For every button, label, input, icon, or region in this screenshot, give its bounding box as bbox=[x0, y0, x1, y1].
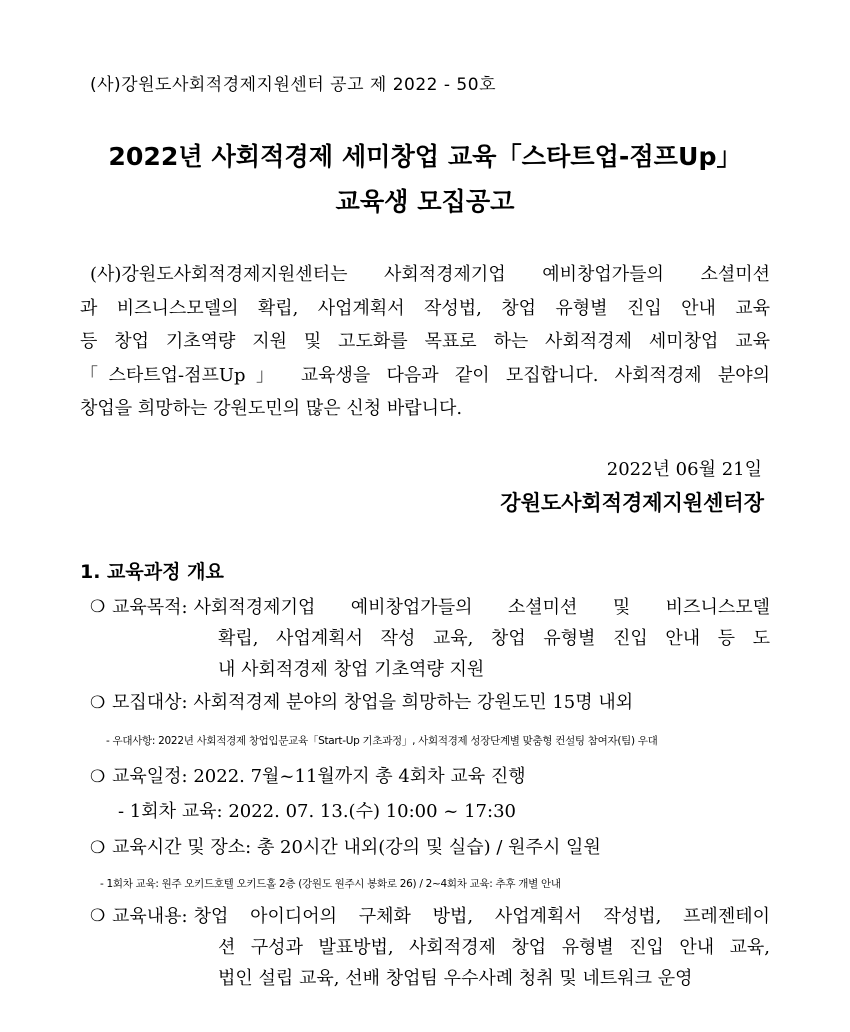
intro-line-1: (사)강원도사회적경제지원센터는 사회적경제기업 예비창업가들의 소셜미션 bbox=[90, 264, 770, 285]
bullet-icon: ❍ bbox=[90, 693, 106, 713]
intro-line-2: 과 비즈니스모델의 확립, 사업계획서 작성법, 창업 유형별 진입 안내 교육 bbox=[80, 297, 770, 319]
content-line-2: 션 구성과 발표방법, 사회적경제 창업 유형별 진입 안내 교육, bbox=[218, 937, 770, 958]
document-title-line-2: 교육생 모집공고 bbox=[335, 187, 515, 216]
document-title-line-1: 2022년 사회적경제 세미창업 교육「스타트업-점프Up」 bbox=[108, 142, 742, 171]
bullet-icon: ❍ bbox=[90, 767, 106, 787]
schedule-sub: - 1회차 교육: 2022. 07. 13.(수) 10:00 ~ 17:30 bbox=[118, 801, 516, 822]
content-item bbox=[90, 901, 770, 994]
purpose-item bbox=[90, 592, 770, 685]
signer-name: 강원도사회적경제지원센터장 bbox=[500, 491, 764, 515]
content-line-3: 법인 설립 교육, 선배 창업팀 우수사례 청취 및 네트워크 운영 bbox=[218, 968, 693, 989]
bullet-icon: ❍ bbox=[90, 597, 106, 617]
bullet-icon: ❍ bbox=[90, 838, 106, 858]
time-place-note: - 1회차 교육: 원주 오키드호텔 오키드홀 2층 (강원도 원주시 봉화로 26) / 2~4회차 교육: 추후 개별 안내 bbox=[100, 878, 561, 890]
purpose-line-3: 내 사회적경제 창업 기초역량 지원 bbox=[218, 659, 485, 680]
time-place-item bbox=[90, 833, 601, 859]
announcement-date: 2022년 06월 21일 bbox=[606, 459, 762, 480]
intro-line-4: 「스타트업-점프Up」 교육생을 다음과 같이 모집합니다. 사회적경제 분야의 bbox=[80, 364, 770, 386]
schedule-item bbox=[90, 762, 526, 788]
target-item bbox=[90, 688, 633, 714]
time-place-text: 교육시간 및 장소: 총 20시간 내외(강의 및 실습) / 원주시 일원 bbox=[112, 837, 601, 858]
target-note: - 우대사항: 2022년 사회적경제 창업입문교육「Start-Up 기초과정」, 사회적경제 성장단계별 맞춤형 컨설팅 참여자(팀) 우대 bbox=[106, 735, 658, 747]
intro-line-5: 창업을 희망하는 강원도민의 많은 신청 바랍니다. bbox=[80, 398, 463, 419]
content-line-1: 창업 아이디어의 구체화 방법, 사업계획서 작성법, 프레젠테이 bbox=[193, 906, 770, 927]
intro-line-3: 등 창업 기초역량 지원 및 고도화를 목표로 하는 사회적경제 세미창업 교육 bbox=[80, 331, 770, 352]
purpose-line-1: 사회적경제기업 예비창업가들의 소셜미션 및 비즈니스모델 bbox=[193, 597, 770, 618]
intro-paragraph bbox=[80, 258, 770, 426]
schedule-text: 교육일정: 2022. 7월~11월까지 총 4회차 교육 진행 bbox=[112, 766, 526, 787]
purpose-label: 교육목적: bbox=[112, 597, 188, 618]
target-text: 모집대상: 사회적경제 분야의 창업을 희망하는 강원도민 15명 내외 bbox=[112, 692, 634, 713]
content-label: 교육내용: bbox=[112, 906, 188, 927]
purpose-line-2: 확립, 사업계획서 작성 교육, 창업 유형별 진입 안내 등 도 bbox=[218, 628, 770, 649]
bullet-icon: ❍ bbox=[90, 906, 106, 926]
section-1-heading: 1. 교육과정 개요 bbox=[80, 561, 224, 583]
notice-number: (사)강원도사회적경제지원센터 공고 제 2022 - 50호 bbox=[90, 75, 496, 95]
